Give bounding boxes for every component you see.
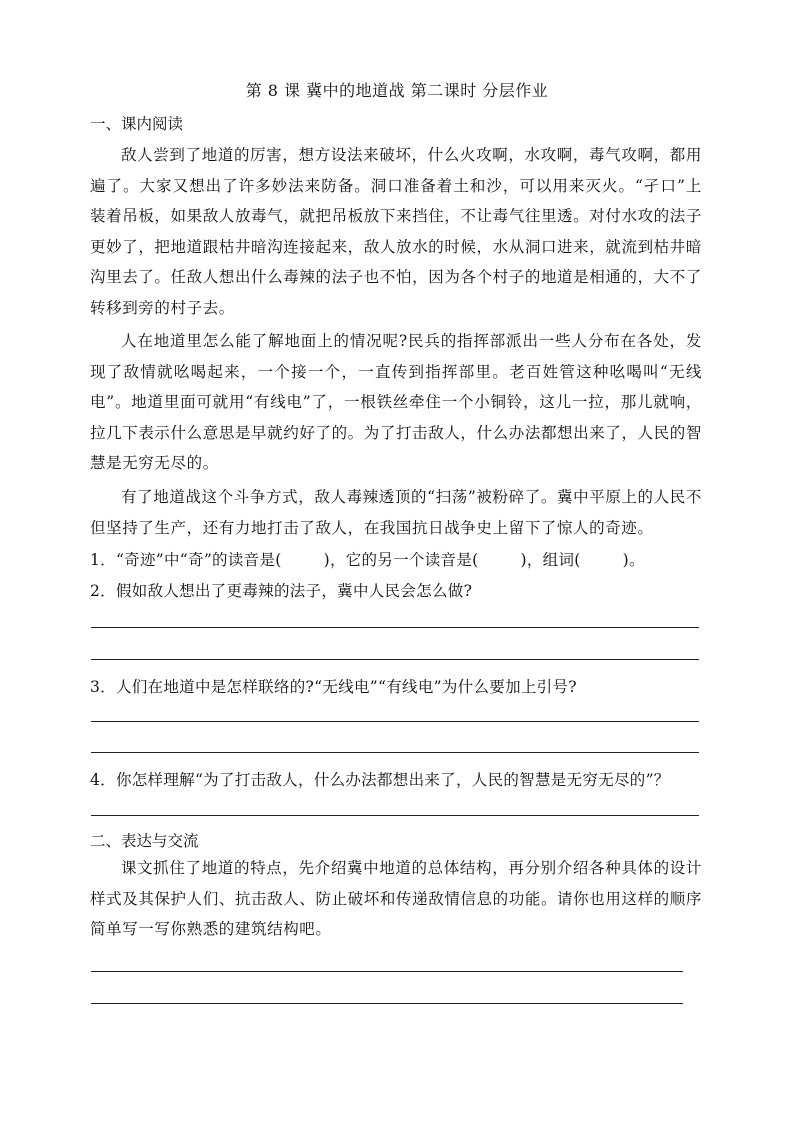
question-1-part2: )，它的另一个读音是( [323,551,479,569]
section2-heading: 二、表达与交流 [90,832,199,850]
question-1 [90,549,710,571]
reading-paragraph-3: 有了地道战这个斗争方式，敌人毒辣透顶的“扫荡”被粉碎了。冀中平原上的人民不但坚持了生产，还有力地打击了敌人，在我国抗日战争史上留下了惊人的奇迹。 [90,488,702,537]
section1-heading: 一、课内阅读 [90,115,184,133]
answer-line[interactable] [91,627,699,628]
question-1-part1: 1．“奇迹”中“奇”的读音是( [90,551,282,569]
question-4: 4．你怎样理解“为了打击敌人，什么办法都想出来了，人民的智慧是无穷无尽的”？ [90,771,670,789]
reading-paragraph-2: 人在地道里怎么能了解地面上的情况呢?民兵的指挥部派出一些人分布在各处，发现了敌情就吆喝起来，一个接一个，一直传到指挥部里。老百姓管这种吆喝叫“无线电”。地道里面可就用“有线电”了，一根铁丝牵住一个小铜铃，这儿一拉，那儿就响，拉几下表示什么意思是早就约好了的。为了打击敌人，什么办法都想出来了，人民的智慧是无穷无尽的。 [90,332,702,472]
question-3: 3．人们在地道中是怎样联络的?“无线电”“有线电”为什么要加上引号? [90,678,577,696]
expression-paragraph: 课文抓住了地道的特点，先介绍冀中地道的总体结构，再分别介绍各种具体的设计样式及其保护人们、抗击敌人、防止破坏和传递敌情信息的功能。请你也用这样的顺序简单写一写你熟悉的建筑结构吧。 [90,859,702,938]
question-1-part3: )，组词( [520,551,581,569]
writing-line[interactable] [91,971,683,972]
answer-line[interactable] [91,752,699,753]
reading-paragraph-1: 敌人尝到了地道的厉害，想方设法来破坏，什么火攻啊，水攻啊，毒气攻啊，都用遍了。大家又想出了许多妙法来防备。洞口准备着土和沙，可以用来灭火。“孑口”上装着吊板，如果敌人放毒气，就把吊板放下来挡住，不让毒气往里透。对付水攻的法子更妙了，把地道跟枯井暗沟连接起来，敌人放水的时候，水从洞口进来，就流到枯井暗沟里去了。任敌人想出什么毒辣的法子也不怕，因为各个村子的地道是相通的，大不了转移到旁的村子去。 [90,146,702,317]
answer-line[interactable] [91,659,699,660]
writing-line[interactable] [91,1003,683,1004]
answer-line[interactable] [91,721,699,722]
page-title: 第 8 课 冀中的地道战 第二课时 分层作业 [245,81,549,100]
question-1-part4: )。 [622,551,645,569]
question-2: 2．假如敌人想出了更毒辣的法子，冀中人民会怎么做? [90,582,473,600]
answer-line[interactable] [91,815,699,816]
